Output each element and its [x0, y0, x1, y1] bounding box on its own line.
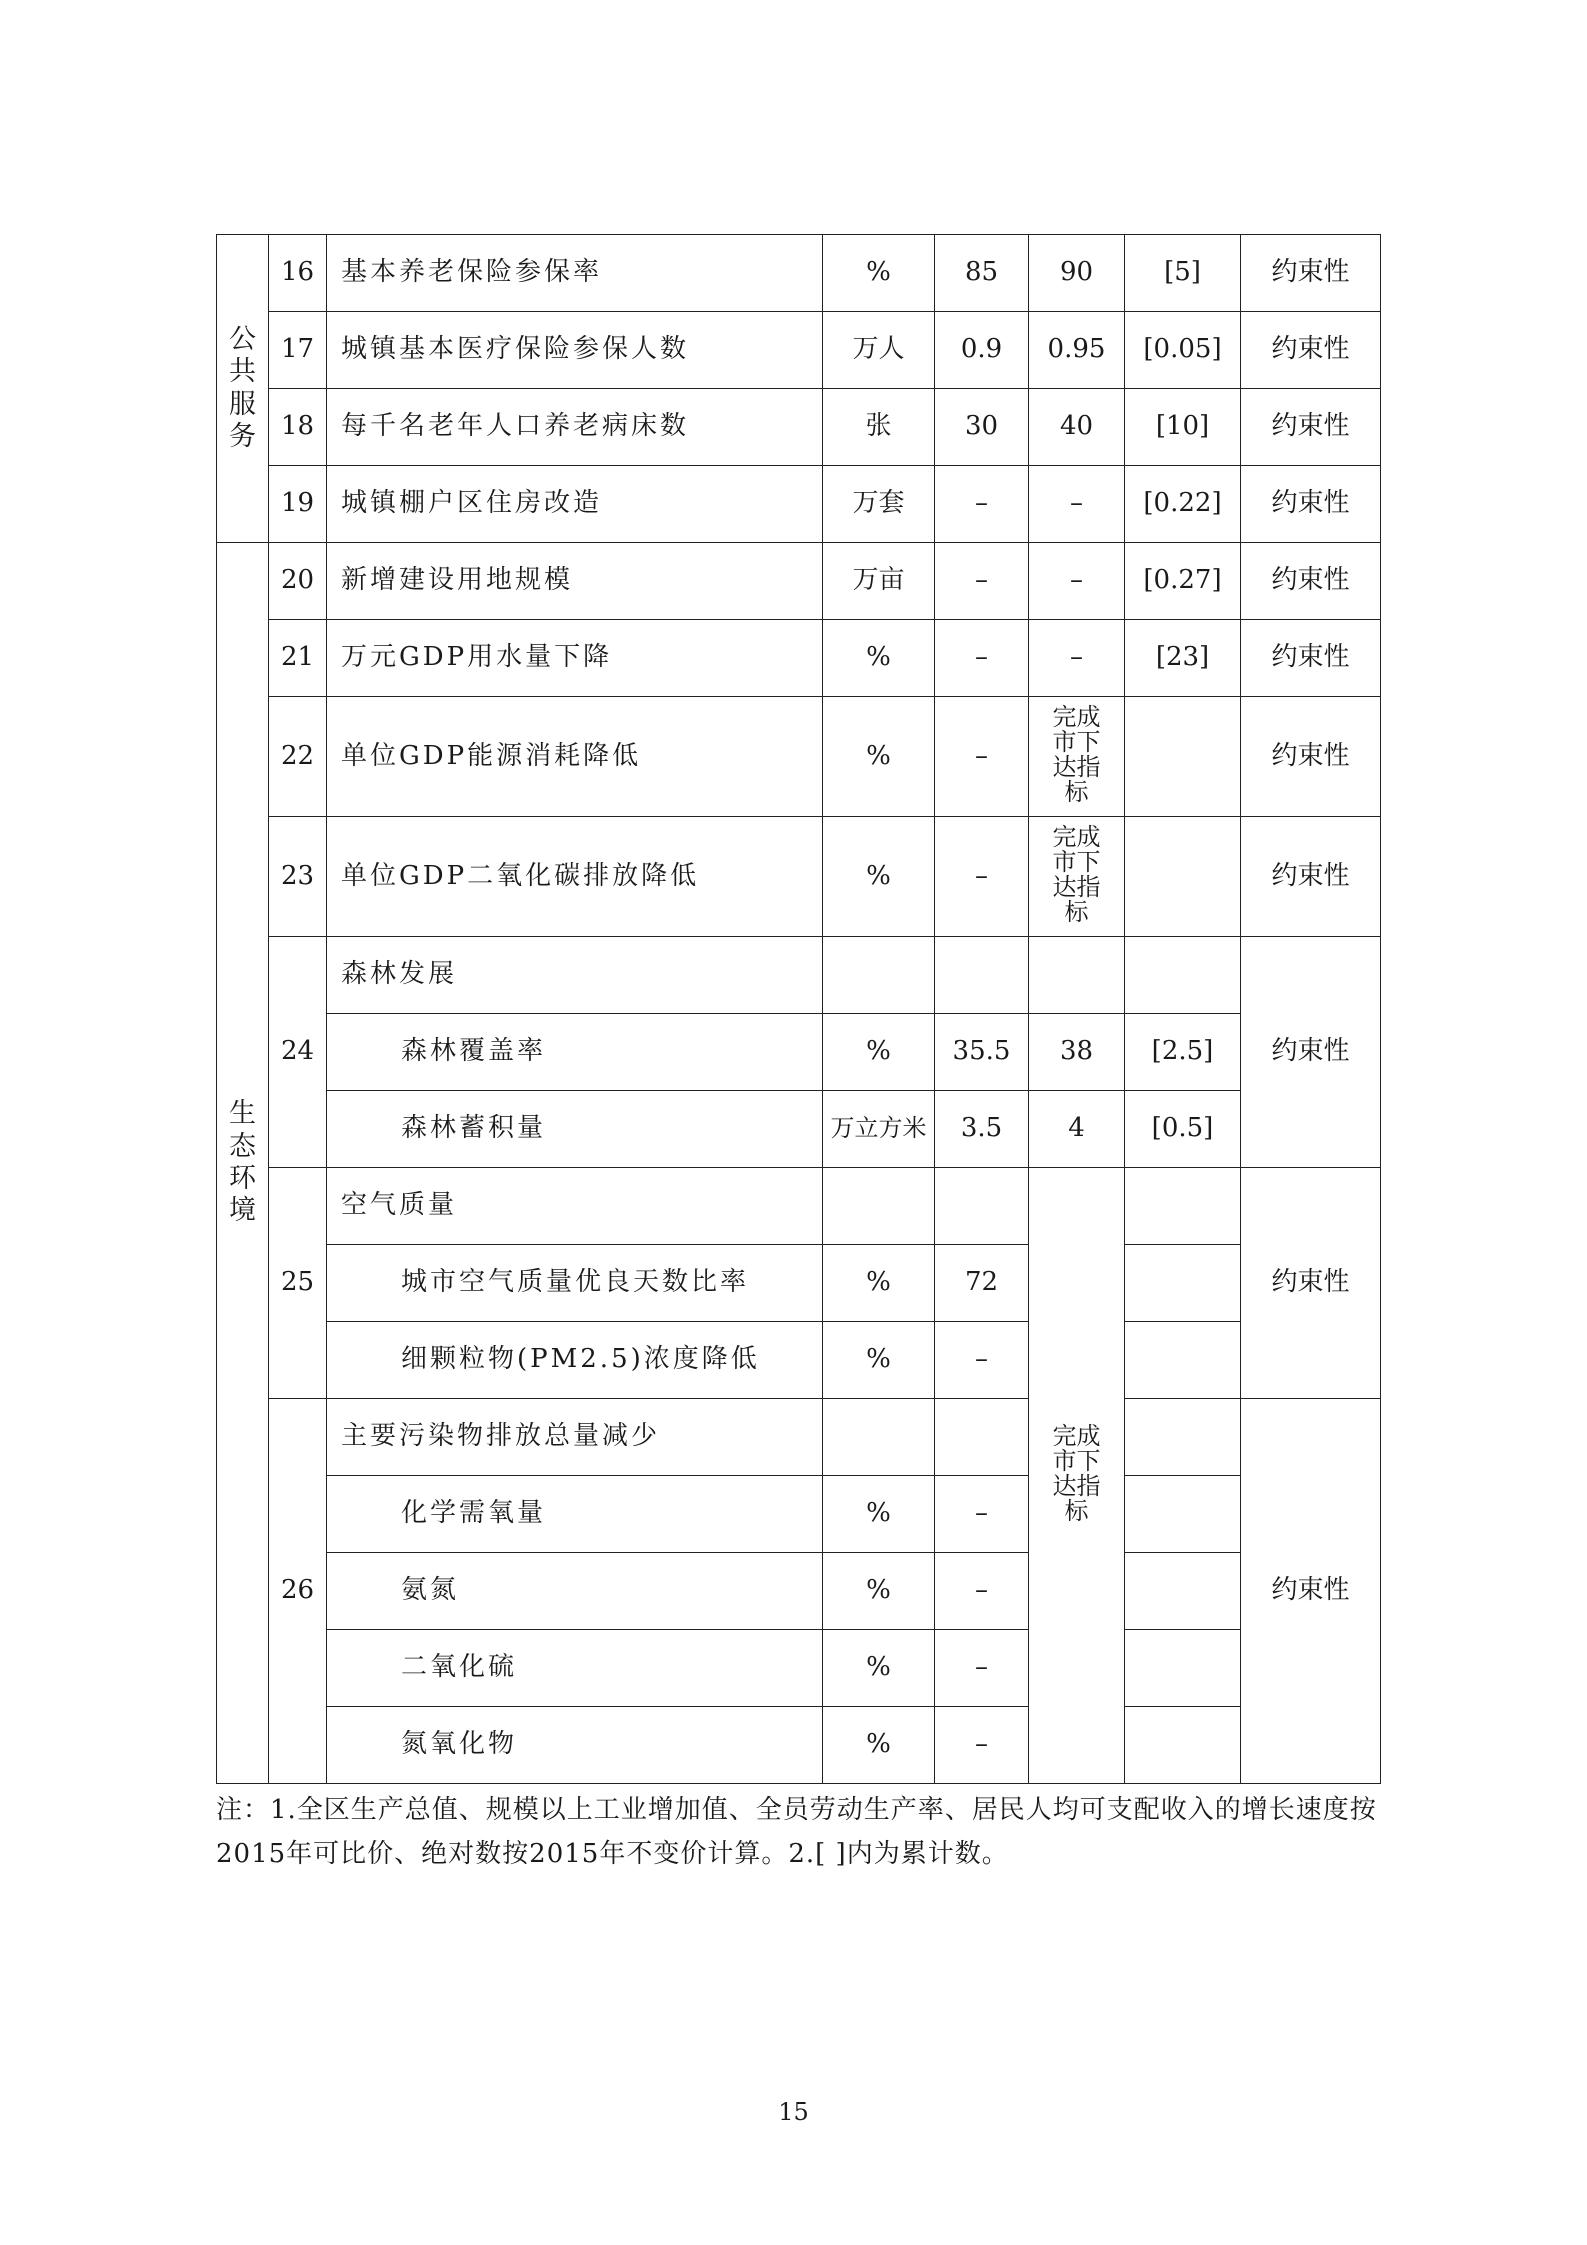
target-value: 0.95	[1029, 312, 1125, 389]
base-value: –	[935, 1553, 1029, 1630]
attribute-cell: 约束性	[1241, 1168, 1381, 1399]
base-value: –	[935, 620, 1029, 697]
unit-cell: 万亩	[823, 543, 935, 620]
cumulative-value	[1125, 817, 1241, 937]
unit-cell: 万立方米	[823, 1091, 935, 1168]
base-value	[935, 937, 1029, 1014]
cumulative-value	[1125, 1707, 1241, 1784]
base-value: –	[935, 697, 1029, 817]
table-row	[217, 1091, 1381, 1168]
table-footnote: 注：1.全区生产总值、规模以上工业增加值、全员劳动生产率、居民人均可支配收入的增长速度按2015年可比价、绝对数按2015年不变价计算。2.[ ]内为累计数。	[216, 1795, 1377, 1869]
sub-indicator-name: 化学需氧量	[327, 1476, 823, 1553]
sub-indicator-name: 城市空气质量优良天数比率	[327, 1245, 823, 1322]
unit-cell: 万套	[823, 466, 935, 543]
cumulative-value: [0.5]	[1125, 1091, 1241, 1168]
indicator-name: 空气质量	[327, 1168, 823, 1245]
table-row	[217, 937, 1381, 1014]
table-row	[217, 817, 1381, 937]
attribute-cell: 约束性	[1241, 817, 1381, 937]
cumulative-value	[1125, 1630, 1241, 1707]
indicator-name: 每千名老年人口养老病床数	[327, 389, 823, 466]
row-number: 24	[269, 937, 327, 1168]
unit-cell: %	[823, 1707, 935, 1784]
table-row	[217, 1322, 1381, 1399]
category-ecology: 生态环境	[217, 543, 269, 1784]
table-row	[217, 1707, 1381, 1784]
unit-cell: %	[823, 1476, 935, 1553]
attribute-cell: 约束性	[1241, 312, 1381, 389]
target-value: 40	[1029, 389, 1125, 466]
cumulative-value	[1125, 1476, 1241, 1553]
table-row	[217, 1476, 1381, 1553]
attribute-cell: 约束性	[1241, 235, 1381, 312]
indicator-name: 森林发展	[327, 937, 823, 1014]
base-value: –	[935, 817, 1029, 937]
indicator-table-container	[216, 234, 1380, 1784]
unit-cell: %	[823, 1630, 935, 1707]
table-row	[217, 543, 1381, 620]
base-value: 35.5	[935, 1014, 1029, 1091]
table-row	[217, 466, 1381, 543]
cumulative-value: [2.5]	[1125, 1014, 1241, 1091]
cumulative-value: [0.22]	[1125, 466, 1241, 543]
table-row	[217, 697, 1381, 817]
sub-indicator-name: 森林覆盖率	[327, 1014, 823, 1091]
unit-cell	[823, 937, 935, 1014]
unit-cell: %	[823, 1245, 935, 1322]
target-value: 4	[1029, 1091, 1125, 1168]
cumulative-value: [0.27]	[1125, 543, 1241, 620]
sub-indicator-name: 细颗粒物(PM2.5)浓度降低	[327, 1322, 823, 1399]
cumulative-value	[1125, 1245, 1241, 1322]
table-row	[217, 620, 1381, 697]
attribute-cell: 约束性	[1241, 543, 1381, 620]
table-row	[217, 1399, 1381, 1476]
cumulative-value	[1125, 937, 1241, 1014]
unit-cell: %	[823, 620, 935, 697]
indicator-name: 单位GDP二氧化碳排放降低	[327, 817, 823, 937]
row-number: 25	[269, 1168, 327, 1399]
target-value	[1029, 937, 1125, 1014]
indicator-name: 单位GDP能源消耗降低	[327, 697, 823, 817]
category-public-service: 公共服务	[217, 235, 269, 543]
row-number: 16	[269, 235, 327, 312]
base-value: 0.9	[935, 312, 1029, 389]
base-value: 30	[935, 389, 1029, 466]
indicator-table	[216, 234, 1381, 1784]
cumulative-value	[1125, 1553, 1241, 1630]
base-value	[935, 1168, 1029, 1245]
base-value	[935, 1399, 1029, 1476]
target-value: –	[1029, 466, 1125, 543]
unit-cell: %	[823, 1553, 935, 1630]
base-value: 72	[935, 1245, 1029, 1322]
table-row	[217, 1168, 1381, 1245]
unit-cell: %	[823, 1322, 935, 1399]
target-value: 完成市下达指标	[1029, 817, 1125, 937]
row-number: 19	[269, 466, 327, 543]
attribute-cell: 约束性	[1241, 466, 1381, 543]
shared-target-cell: 完成市下达指标	[1029, 1168, 1125, 1784]
unit-cell: %	[823, 1014, 935, 1091]
base-value: –	[935, 466, 1029, 543]
base-value: –	[935, 1707, 1029, 1784]
target-value: 完成市下达指标	[1029, 697, 1125, 817]
target-value: –	[1029, 620, 1125, 697]
base-value: –	[935, 1476, 1029, 1553]
indicator-name: 主要污染物排放总量减少	[327, 1399, 823, 1476]
indicator-name: 新增建设用地规模	[327, 543, 823, 620]
page-number: 15	[778, 2098, 809, 2126]
cumulative-value: [5]	[1125, 235, 1241, 312]
base-value: –	[935, 1630, 1029, 1707]
unit-cell: %	[823, 235, 935, 312]
cumulative-value: [10]	[1125, 389, 1241, 466]
sub-indicator-name: 氮氧化物	[327, 1707, 823, 1784]
row-number: 26	[269, 1399, 327, 1784]
cumulative-value: [23]	[1125, 620, 1241, 697]
attribute-cell: 约束性	[1241, 937, 1381, 1168]
indicator-name: 城镇基本医疗保险参保人数	[327, 312, 823, 389]
attribute-cell: 约束性	[1241, 1399, 1381, 1784]
cumulative-value	[1125, 1168, 1241, 1245]
sub-indicator-name: 氨氮	[327, 1553, 823, 1630]
table-row	[217, 1014, 1381, 1091]
sub-indicator-name: 二氧化硫	[327, 1630, 823, 1707]
attribute-cell: 约束性	[1241, 620, 1381, 697]
attribute-cell: 约束性	[1241, 697, 1381, 817]
unit-cell	[823, 1168, 935, 1245]
unit-cell: 万人	[823, 312, 935, 389]
table-row	[217, 389, 1381, 466]
cumulative-value: [0.05]	[1125, 312, 1241, 389]
row-number: 21	[269, 620, 327, 697]
cumulative-value	[1125, 1399, 1241, 1476]
base-value: 85	[935, 235, 1029, 312]
indicator-name: 万元GDP用水量下降	[327, 620, 823, 697]
target-value: –	[1029, 543, 1125, 620]
table-row	[217, 312, 1381, 389]
unit-cell: %	[823, 697, 935, 817]
indicator-name: 基本养老保险参保率	[327, 235, 823, 312]
row-number: 23	[269, 817, 327, 937]
cumulative-value	[1125, 697, 1241, 817]
unit-cell: %	[823, 817, 935, 937]
row-number: 20	[269, 543, 327, 620]
unit-cell	[823, 1399, 935, 1476]
base-value: –	[935, 543, 1029, 620]
table-row	[217, 235, 1381, 312]
base-value: –	[935, 1322, 1029, 1399]
target-value: 90	[1029, 235, 1125, 312]
row-number: 17	[269, 312, 327, 389]
table-row	[217, 1630, 1381, 1707]
base-value: 3.5	[935, 1091, 1029, 1168]
unit-cell: 张	[823, 389, 935, 466]
row-number: 18	[269, 389, 327, 466]
table-row	[217, 1245, 1381, 1322]
attribute-cell: 约束性	[1241, 389, 1381, 466]
row-number: 22	[269, 697, 327, 817]
table-row	[217, 1553, 1381, 1630]
target-value: 38	[1029, 1014, 1125, 1091]
cumulative-value	[1125, 1322, 1241, 1399]
indicator-name: 城镇棚户区住房改造	[327, 466, 823, 543]
sub-indicator-name: 森林蓄积量	[327, 1091, 823, 1168]
